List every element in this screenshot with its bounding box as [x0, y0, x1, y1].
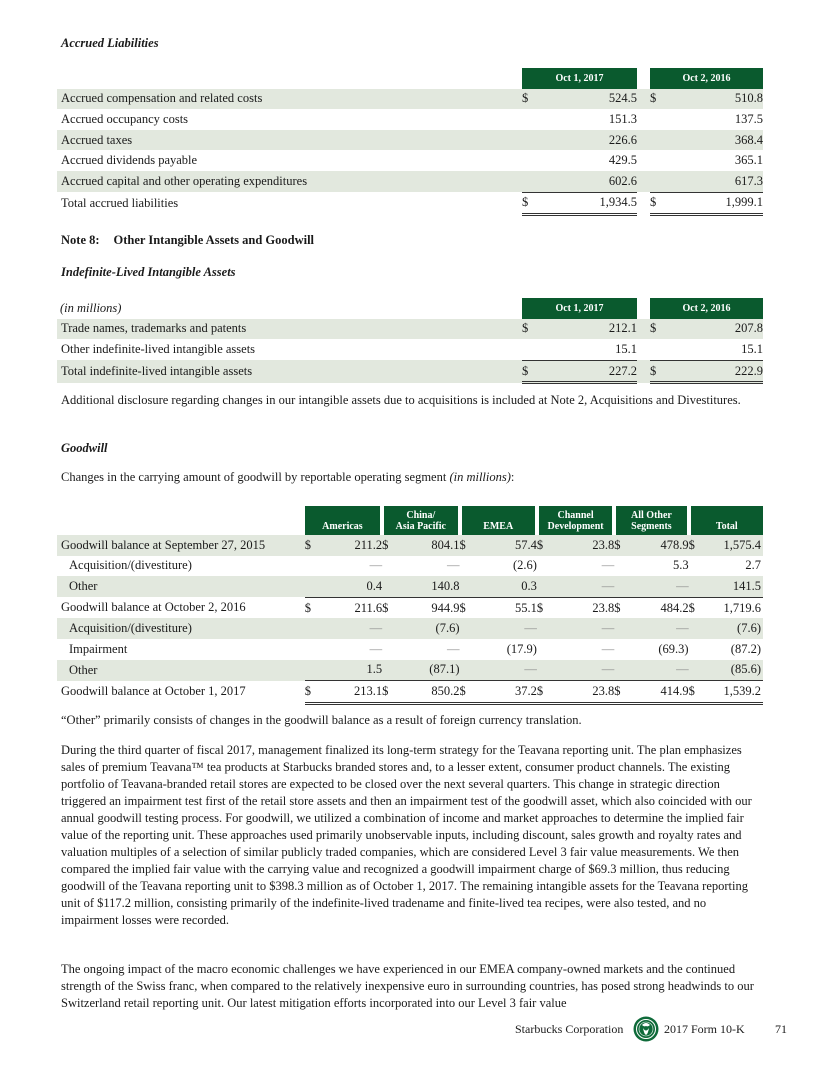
- segment-value: 5.3: [672, 558, 689, 573]
- dollar-sign: [382, 639, 394, 660]
- dollar-sign: $: [522, 360, 534, 383]
- dollar-sign: [305, 556, 317, 577]
- dollar-sign: [614, 618, 626, 639]
- dollar-sign: [689, 556, 701, 577]
- col-header-oct-2-2016: Oct 2, 2016: [650, 298, 763, 319]
- dollar-sign: $: [537, 681, 549, 704]
- value-2016: 222.9: [662, 360, 763, 383]
- dollar-sign: $: [689, 681, 701, 704]
- note-title: Other Intangible Assets and Goodwill: [113, 233, 315, 247]
- dollar-sign: [614, 639, 626, 660]
- starbucks-logo: [633, 1016, 659, 1042]
- value-2016: 510.8: [662, 89, 763, 110]
- col-header-segment: China/ Asia Pacific: [382, 506, 459, 535]
- dollar-sign: [689, 660, 701, 681]
- dollar-sign: [650, 150, 662, 171]
- col-header-oct-1-2017: Oct 1, 2017: [522, 298, 637, 319]
- table-row: [57, 660, 763, 681]
- dollar-sign: $: [614, 597, 626, 618]
- segment-value: (17.9): [506, 641, 537, 656]
- dollar-sign: [522, 130, 534, 151]
- dollar-sign: [382, 556, 394, 577]
- footer-company: Starbucks Corporation: [515, 1022, 624, 1036]
- row-label: Accrued capital and other operating expenditures: [57, 171, 522, 192]
- dollar-sign: [382, 576, 394, 597]
- value-2016: 137.5: [734, 111, 763, 126]
- dollar-sign: [305, 618, 317, 639]
- segment-value: 2.7: [745, 558, 761, 573]
- value-2016: 1,999.1: [662, 192, 763, 215]
- table-row: [57, 597, 763, 618]
- col-header-segment: Americas: [305, 506, 382, 535]
- row-label: Other indefinite-lived intangible assets: [61, 342, 256, 357]
- row-label: Total indefinite-lived intangible assets: [57, 360, 522, 383]
- segment-value: —: [549, 618, 614, 639]
- dollar-sign: $: [650, 89, 662, 110]
- goodwill-table: [57, 506, 763, 705]
- table-row: [57, 89, 763, 110]
- segment-value: (85.6): [701, 660, 763, 681]
- dollar-sign: [614, 660, 626, 681]
- row-label: Accrued dividends payable: [61, 153, 198, 168]
- row-label: Other: [57, 576, 305, 597]
- dollar-sign: [650, 171, 662, 192]
- segment-value: 944.9: [394, 597, 459, 618]
- segment-value: 23.8: [549, 681, 614, 704]
- dollar-sign: $: [305, 681, 317, 704]
- footer-form: 2017 Form 10-K: [664, 1022, 745, 1036]
- spacer: [637, 109, 650, 130]
- spacer: [637, 319, 650, 340]
- dollar-sign: [522, 150, 534, 171]
- col-header-segment: EMEA: [460, 506, 537, 535]
- dollar-sign: [650, 339, 662, 360]
- spacer: [637, 339, 650, 360]
- goodwill-intro-text: Changes in the carrying amount of goodwill by reportable operating segment: [61, 470, 447, 484]
- dollar-sign: [460, 618, 472, 639]
- emea-paragraph: The ongoing impact of the macro economic challenges we have experienced in our EMEA company-owned markets and the continued strength of the Swiss franc, when compared to the relatively inexpensive euro in surrounding countries, has posed strong headwinds to our Switzerland retail reporting unit. Our latest mitigation efforts incorporated into our Level 3 fair value: [61, 962, 754, 1010]
- value-2016: 15.1: [741, 341, 763, 356]
- segment-value: (69.3): [658, 641, 689, 656]
- segment-value: 804.1: [394, 535, 459, 556]
- dollar-sign: [689, 639, 701, 660]
- segment-value: —: [627, 618, 689, 639]
- segment-value: —: [549, 576, 614, 597]
- spacer: [637, 130, 650, 151]
- spacer: [637, 171, 650, 192]
- dollar-sign: $: [537, 597, 549, 618]
- dollar-sign: $: [460, 535, 472, 556]
- table-row: [57, 130, 763, 151]
- dollar-sign: [537, 618, 549, 639]
- dollar-sign: [537, 639, 549, 660]
- dollar-sign: $: [689, 535, 701, 556]
- segment-value: 414.9: [627, 681, 689, 704]
- goodwill-intro-colon: :: [510, 470, 515, 484]
- goodwill-intro: [61, 469, 514, 486]
- accrued-liabilities-heading: Accrued Liabilities: [61, 36, 159, 50]
- dollar-sign: $: [614, 681, 626, 704]
- dollar-sign: [689, 576, 701, 597]
- table-row: [57, 556, 763, 577]
- dollar-sign: [522, 171, 534, 192]
- segment-value: 1.5: [317, 660, 382, 681]
- goodwill-heading: Goodwill: [61, 441, 108, 455]
- segment-value: —: [601, 641, 615, 656]
- dollar-sign: $: [522, 192, 534, 215]
- dollar-sign: $: [382, 597, 394, 618]
- dollar-sign: [305, 660, 317, 681]
- value-2016: 207.8: [662, 319, 763, 340]
- dollar-sign: $: [522, 89, 534, 110]
- table-row: [57, 535, 763, 556]
- value-2017: 227.2: [534, 360, 637, 383]
- row-label: Accrued taxes: [57, 130, 522, 151]
- note-8-heading: [61, 233, 314, 248]
- dollar-sign: [614, 556, 626, 577]
- value-2017: 151.3: [608, 111, 637, 126]
- segment-value: (7.6): [394, 618, 459, 639]
- row-label: Acquisition/(divestiture): [57, 618, 305, 639]
- segment-value: —: [627, 576, 689, 597]
- segment-value: (87.1): [394, 660, 459, 681]
- dollar-sign: [382, 618, 394, 639]
- segment-value: —: [472, 618, 537, 639]
- value-2017: 15.1: [615, 341, 637, 356]
- row-label: Goodwill balance at September 27, 2015: [57, 535, 305, 556]
- segment-value: 1,539.2: [701, 681, 763, 704]
- dollar-sign: [537, 576, 549, 597]
- segment-value: 37.2: [472, 681, 537, 704]
- dollar-sign: $: [382, 535, 394, 556]
- dollar-sign: $: [614, 535, 626, 556]
- table-row: [57, 639, 763, 660]
- table-row: [57, 150, 763, 171]
- other-footnote: “Other” primarily consists of changes in the goodwill balance as a result of foreign currency translation.: [61, 713, 582, 727]
- dollar-sign: [650, 109, 662, 130]
- segment-value: 211.6: [317, 597, 382, 618]
- row-label: Goodwill balance at October 2, 2016: [61, 600, 246, 615]
- accrued-liabilities-table: [57, 68, 763, 216]
- col-header-oct-1-2017: Oct 1, 2017: [522, 68, 637, 89]
- spacer: [637, 89, 650, 110]
- row-label: Accrued compensation and related costs: [57, 89, 522, 110]
- row-label: Trade names, trademarks and patents: [57, 319, 522, 340]
- segment-value: (7.6): [701, 618, 763, 639]
- spacer: [637, 150, 650, 171]
- value-2017: 1,934.5: [534, 192, 637, 215]
- dollar-sign: $: [537, 535, 549, 556]
- dollar-sign: [460, 639, 472, 660]
- dollar-sign: [460, 556, 472, 577]
- table-row: [57, 360, 763, 383]
- dollar-sign: $: [650, 192, 662, 215]
- segment-value: 23.8: [549, 597, 614, 618]
- value-2016: 368.4: [662, 130, 763, 151]
- dollar-sign: [537, 556, 549, 577]
- segment-value: 0.3: [472, 576, 537, 597]
- dollar-sign: $: [460, 597, 472, 618]
- segment-value: —: [369, 641, 383, 656]
- note-number: Note 8:: [61, 233, 100, 247]
- col-header-segment: Channel Development: [537, 506, 614, 535]
- value-2017: 212.1: [534, 319, 637, 340]
- dollar-sign: [460, 660, 472, 681]
- dollar-sign: $: [382, 681, 394, 704]
- row-label: Impairment: [69, 641, 128, 656]
- indefinite-lived-heading: Indefinite-Lived Intangible Assets: [61, 265, 236, 279]
- dollar-sign: [382, 660, 394, 681]
- value-2016: 617.3: [662, 171, 763, 192]
- segment-value: —: [601, 558, 615, 573]
- segment-value: 211.2: [317, 535, 382, 556]
- row-label: Acquisition/(divestiture): [69, 558, 192, 573]
- dollar-sign: [305, 639, 317, 660]
- row-label: Other: [57, 660, 305, 681]
- segment-value: —: [317, 618, 382, 639]
- dollar-sign: [522, 339, 534, 360]
- col-header-segment: Total: [689, 506, 763, 535]
- col-header-segment: All Other Segments: [614, 506, 688, 535]
- segment-value: —: [549, 660, 614, 681]
- dollar-sign: [522, 109, 534, 130]
- footer-page-number: 71: [775, 1022, 787, 1036]
- dollar-sign: $: [689, 597, 701, 618]
- dollar-sign: [689, 618, 701, 639]
- value-2017: 524.5: [534, 89, 637, 110]
- table-row: [57, 339, 763, 360]
- segment-value: —: [447, 558, 460, 573]
- segment-value: 1,719.6: [701, 597, 763, 618]
- col-header-oct-2-2016: Oct 2, 2016: [650, 68, 763, 89]
- value-2016: 365.1: [734, 153, 763, 168]
- units-label: (in millions): [60, 300, 122, 315]
- segment-value: 57.4: [472, 535, 537, 556]
- segment-value: 140.8: [394, 576, 459, 597]
- row-label: Total accrued liabilities: [61, 195, 179, 210]
- dollar-sign: [537, 660, 549, 681]
- segment-value: —: [472, 660, 537, 681]
- spacer: [637, 192, 650, 215]
- table-row: [57, 171, 763, 192]
- table-row: [57, 576, 763, 597]
- segment-value: (87.2): [730, 641, 761, 656]
- segment-value: 478.9: [627, 535, 689, 556]
- indefinite-lived-table: [57, 298, 763, 384]
- dollar-sign: $: [650, 319, 662, 340]
- dollar-sign: [650, 130, 662, 151]
- value-2017: 429.5: [608, 153, 637, 168]
- segment-value: —: [447, 641, 460, 656]
- goodwill-intro-units: (in millions): [449, 470, 511, 484]
- teavana-paragraph: During the third quarter of fiscal 2017, management finalized its long-term strategy for the Teavana reporting unit. The plan emphasizes sales of premium Teavana™ tea products at Starbucks branded stores and, to a lesser extent, consumer product channels. The existing portfolio of Teavana-branded retail stores are expected to be closed over the next several quarters. This change in strategic direction triggered an impairment test first of the retail store assets and then an impairment test of the goodwill asset, which also coincided with our annual goodwill testing process. For goodwill, we utilized a combination of income and market approaches to determine the implied fair value of the reporting unit. These approaches used primarily unobservable inputs, including discount, sales growth and royalty rates and valuation multiples of a selection of similar publicly traded companies, which are considered Level 3 fair value measurements. We then compared the implied fair value with the carrying value and recognized a goodwill impairment charge of $69.3 million, thus reducing goodwill of the Teavana reporting unit to $398.3 million as of October 1, 2017. The remaining intangible assets for the Teavana reporting unit of $117.2 million, consisting primarily of the indefinite-lived tradename and finite-lived tea recipes, were also tested, and no impairment losses were recorded.: [61, 743, 752, 927]
- dollar-sign: [305, 576, 317, 597]
- segment-value: 0.4: [317, 576, 382, 597]
- table-row: [57, 109, 763, 130]
- segment-value: (2.6): [512, 558, 537, 573]
- dollar-sign: [614, 576, 626, 597]
- row-label: Accrued occupancy costs: [61, 111, 189, 126]
- table-row: [57, 192, 763, 215]
- table-row: [57, 319, 763, 340]
- dollar-sign: $: [305, 597, 317, 618]
- row-label: Goodwill balance at October 1, 2017: [61, 684, 246, 699]
- table-row: [57, 681, 763, 704]
- dollar-sign: $: [522, 319, 534, 340]
- segment-value: —: [369, 558, 383, 573]
- segment-value: 850.2: [394, 681, 459, 704]
- value-2017: 602.6: [534, 171, 637, 192]
- intangibles-disclosure: Additional disclosure regarding changes in our intangible assets due to acquisitions is included at Note 2, Acquisitions and Divestitures.: [61, 393, 741, 407]
- value-2017: 226.6: [534, 130, 637, 151]
- dollar-sign: $: [650, 360, 662, 383]
- table-row: [57, 618, 763, 639]
- segment-value: 213.1: [317, 681, 382, 704]
- segment-value: 141.5: [701, 576, 763, 597]
- spacer: [637, 360, 650, 383]
- segment-value: —: [627, 660, 689, 681]
- dollar-sign: $: [305, 535, 317, 556]
- segment-value: 23.8: [549, 535, 614, 556]
- segment-value: 484.2: [627, 597, 689, 618]
- segment-value: 1,575.4: [701, 535, 763, 556]
- dollar-sign: [460, 576, 472, 597]
- dollar-sign: $: [460, 681, 472, 704]
- segment-value: 55.1: [472, 597, 537, 618]
